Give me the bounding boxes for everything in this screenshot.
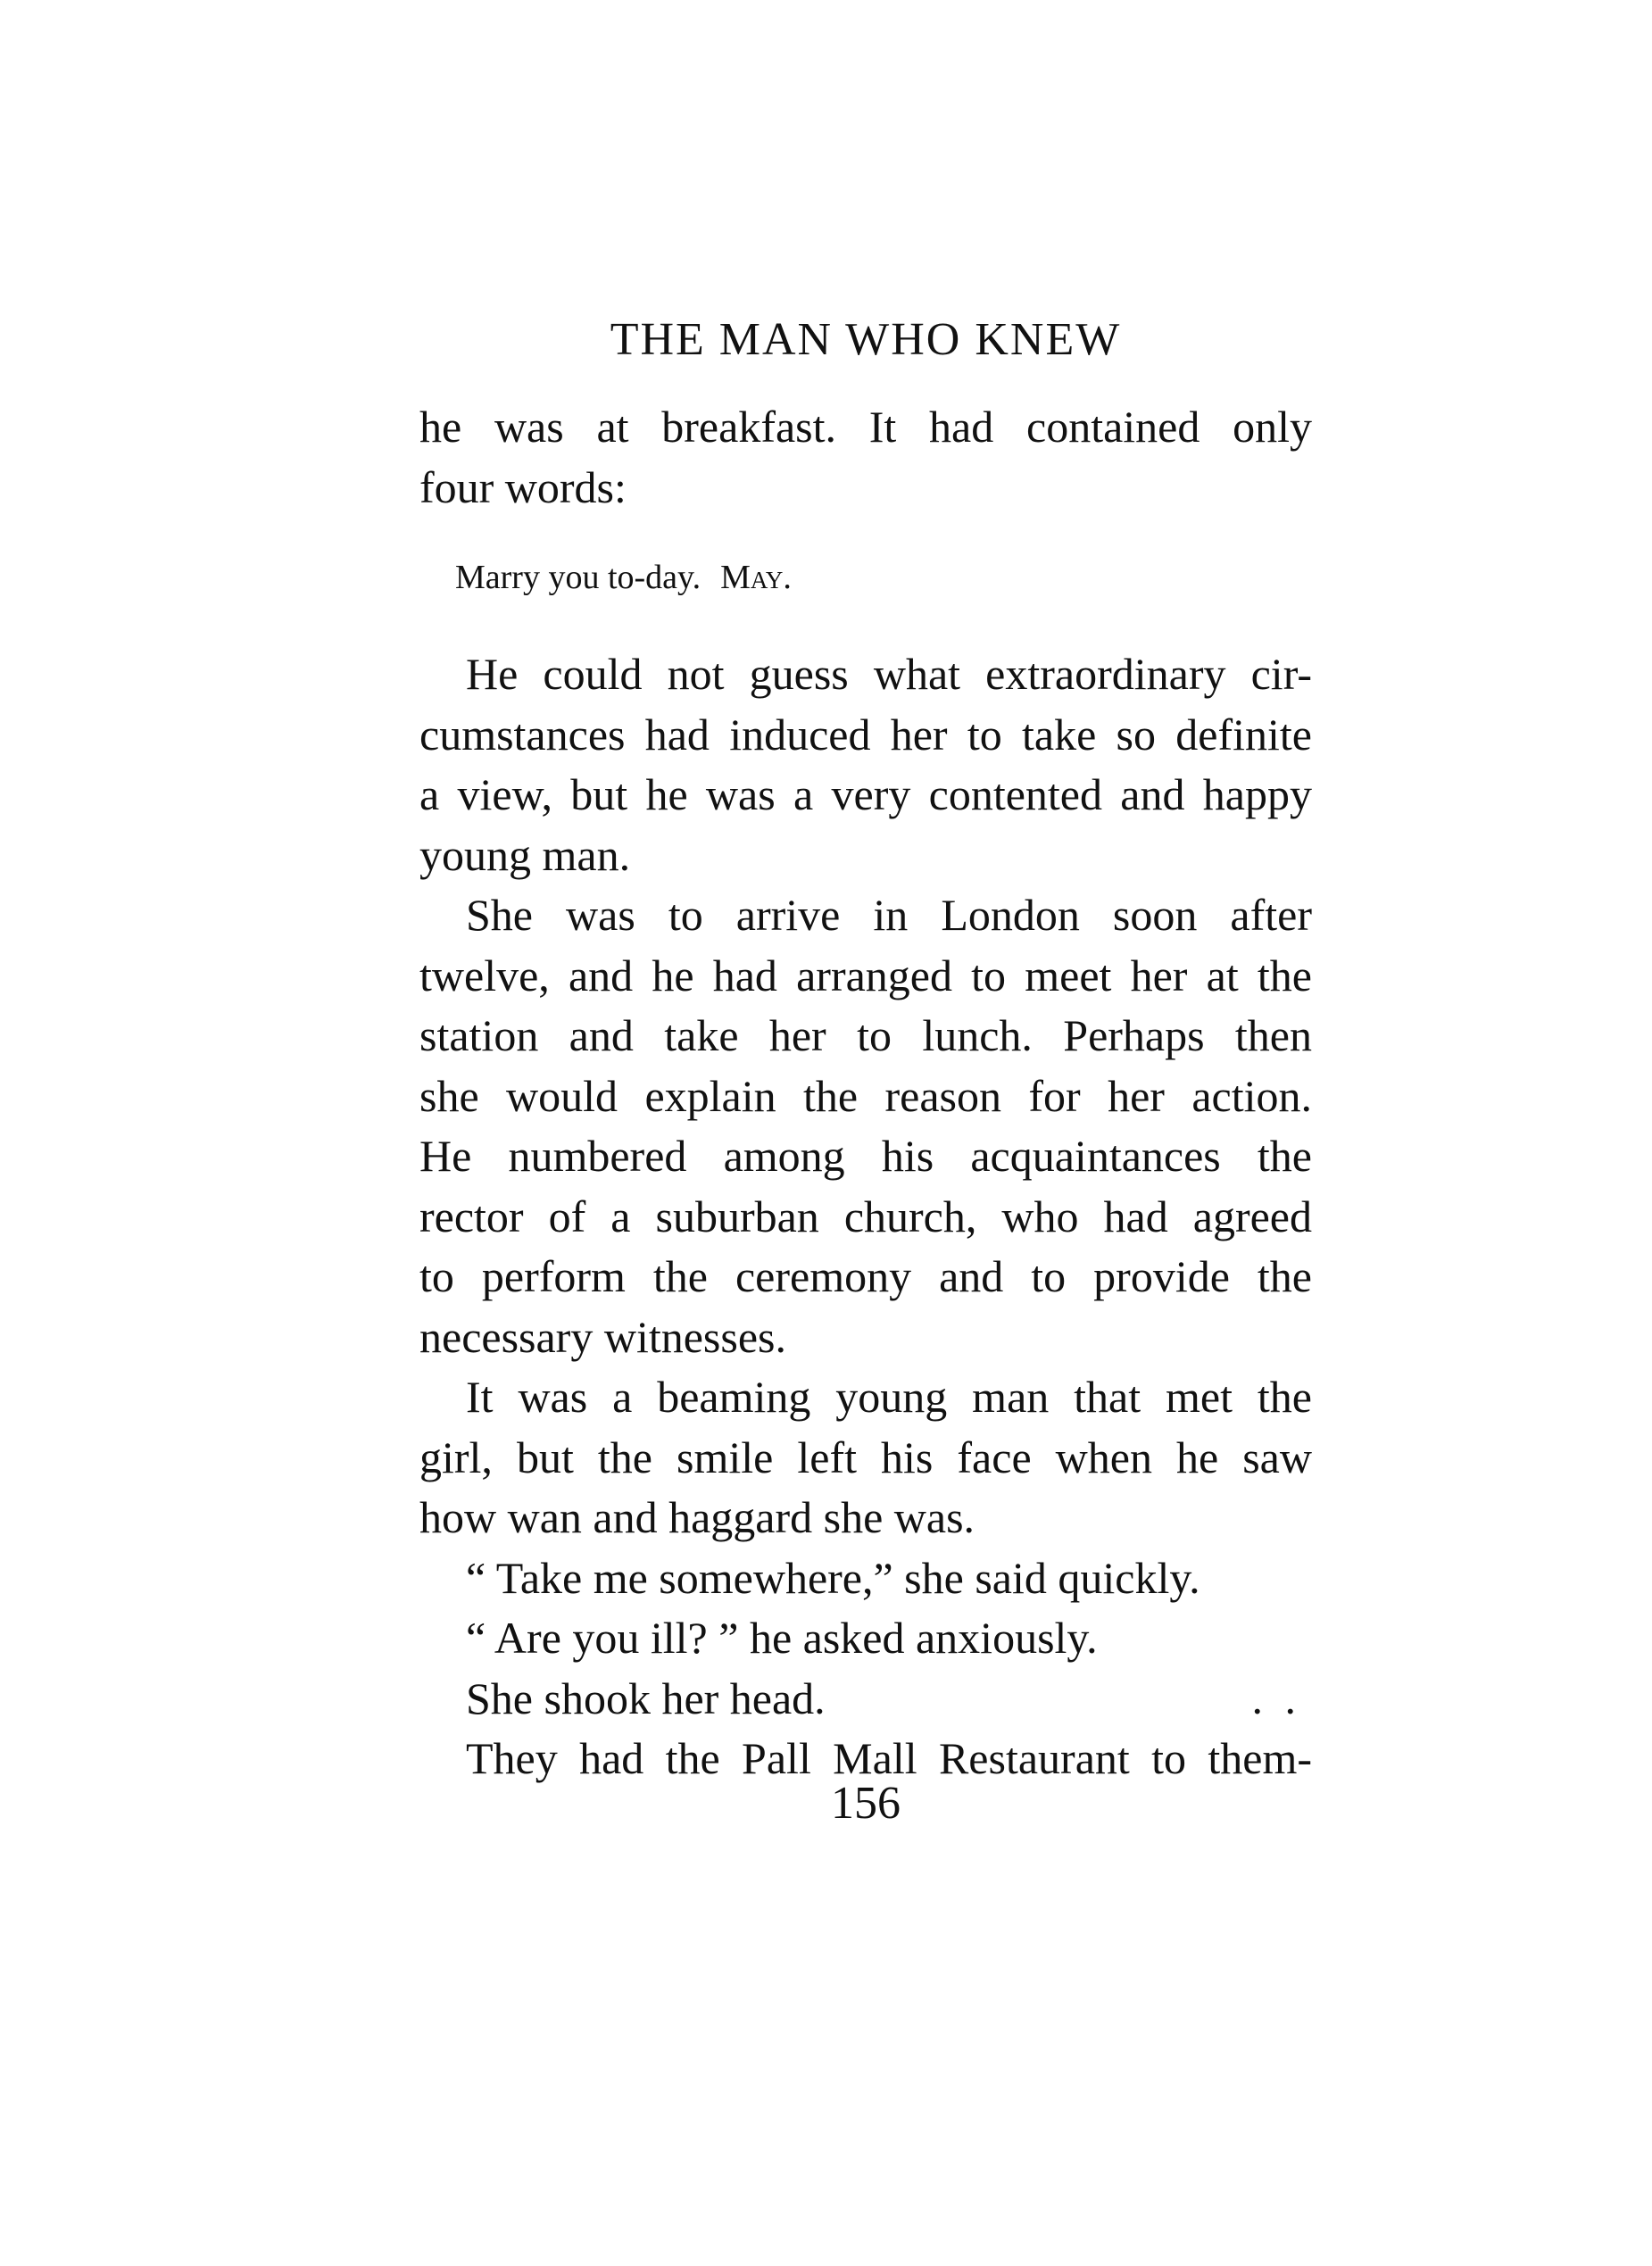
page-number: 156 xyxy=(831,1778,901,1829)
text-line: to perform the ceremony and to provide the xyxy=(419,1251,1312,1301)
text-line: four words: xyxy=(419,461,627,512)
text-line: young man. xyxy=(419,829,631,880)
paragraph xyxy=(419,1367,1312,1548)
body-text xyxy=(419,397,1312,1789)
telegram-message: Marry you to-day. xyxy=(455,559,701,596)
text-line: He could not guess what extraordinary cir- xyxy=(466,649,1312,699)
text-line: She was to arrive in London soon after xyxy=(466,890,1312,940)
text-line xyxy=(419,1669,1312,1730)
text-line-content: She shook her head. xyxy=(466,1673,826,1723)
text-line: twelve, and he had arranged to meet her at the xyxy=(419,950,1312,1000)
telegram-quote xyxy=(419,560,1312,594)
paragraph xyxy=(419,885,1312,1367)
text-line: a view, but he was a very contented and happy xyxy=(419,769,1312,819)
text-line: “ Are you ill? ” he asked anxiously. xyxy=(466,1613,1098,1663)
text-line: It was a beaming young man that met the xyxy=(466,1372,1312,1422)
telegram-signature: May. xyxy=(720,559,792,596)
text-line: she would explain the reason for her action. xyxy=(419,1070,1312,1121)
text-line: station and take her to lunch. Perhaps then xyxy=(419,1010,1312,1060)
paragraph xyxy=(419,644,1312,885)
text-line: cumstances had induced her to take so definite xyxy=(419,709,1312,759)
text-line: necessary witnesses. xyxy=(419,1311,786,1362)
trailing-dots: . . xyxy=(1251,1673,1301,1723)
text-line: how wan and haggard she was. xyxy=(419,1492,975,1542)
text-line: “ Take me somewhere,” she said quickly. xyxy=(466,1552,1200,1603)
text-line: They had the Pall Mall Restaurant to them- xyxy=(466,1733,1312,1783)
text-line: He numbered among his acquaintances the xyxy=(419,1131,1312,1181)
text-line: girl, but the smile left his face when he saw xyxy=(419,1432,1312,1482)
text-line: he was at breakfast. It had contained only xyxy=(419,402,1312,452)
running-head: THE MAN WHO KNEW xyxy=(610,314,1122,365)
text-line: rector of a suburban church, who had agreed xyxy=(419,1191,1312,1241)
dialogue xyxy=(419,1548,1312,1789)
